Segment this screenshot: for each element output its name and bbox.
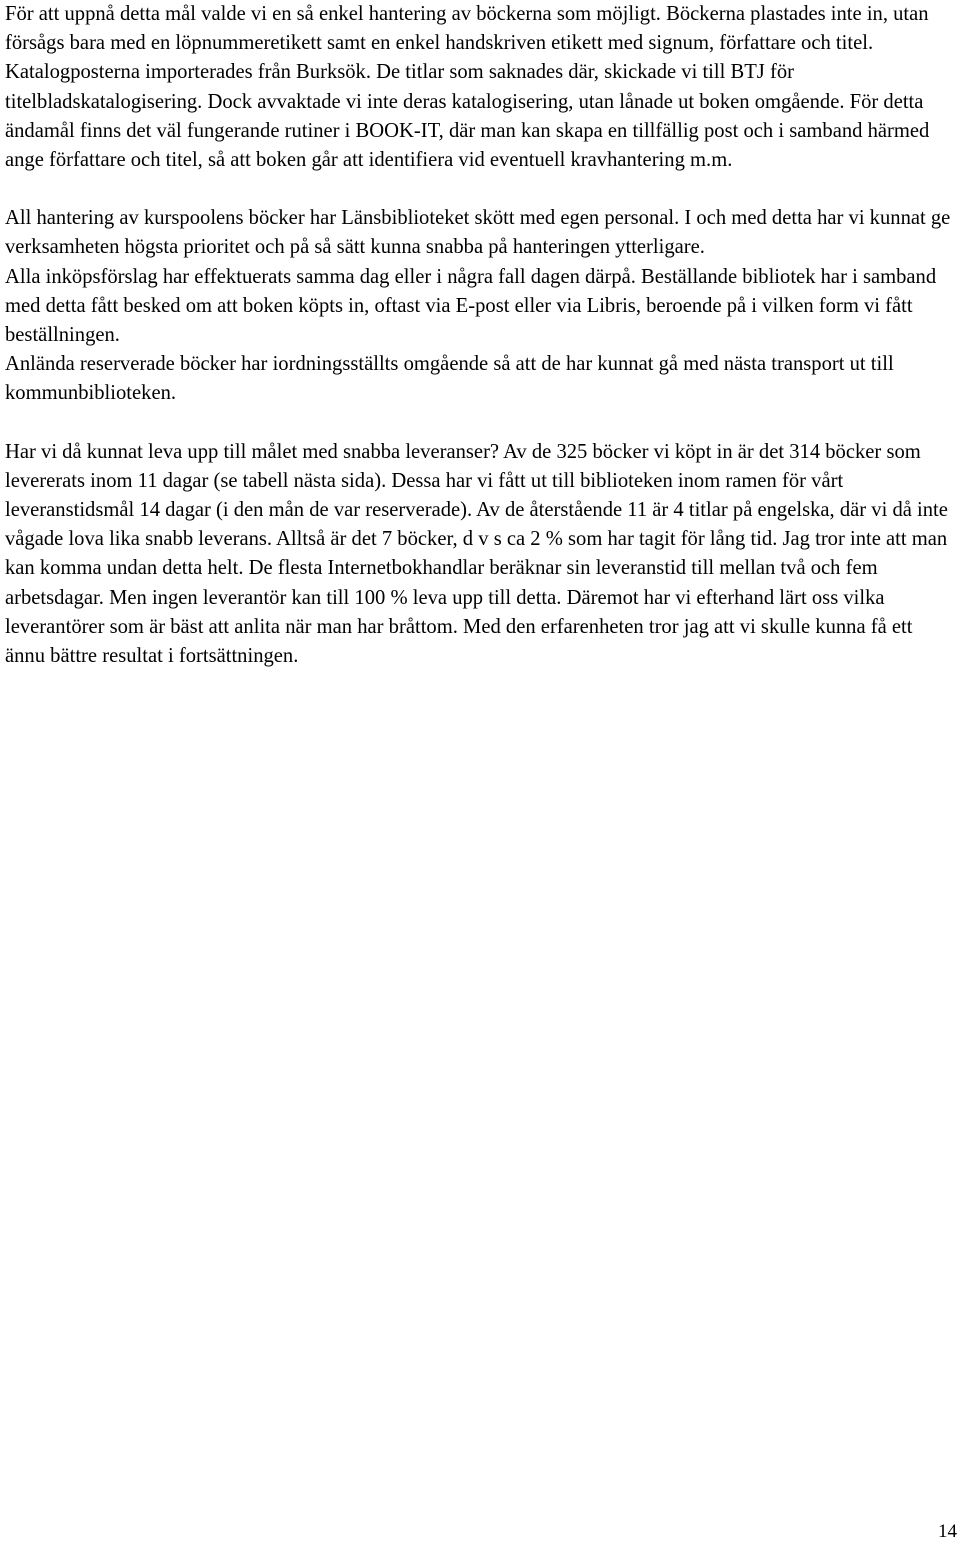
paragraph-reserved-books: Anlända reserverade böcker har iordningsställts omgående så att de har kunnat gå med nästa transport ut till kommunbiblioteken. (5, 353, 894, 405)
paragraph-gap (5, 175, 957, 204)
paragraph-delivery-results: Har vi då kunnat leva upp till målet med snabba leveranser? Av de 325 böcker vi köpt in är det 314 böcker som levererats inom 11 dagar (se tabell nästa sida). Dessa har vi fått ut till biblioteken inom ramen för vårt leveranstidsmål 14 dagar (i den mån de var reserverade). Av de återstående 11 är 4 titlar på engelska, där vi då inte vågade lova lika snabb leverans. Alltså är det 7 böcker, d v s ca 2 % som har tagit för lång tid. Jag tror inte att man kan komma undan detta helt. De flesta Internetbokhandlar beräknar sin leveranstid till mellan två och fem arbetsdagar. Men ingen leverantör kan till 100 % leva upp till detta. Däremot har vi efterhand lärt oss vilka leverantörer som är bäst att anlita när man har bråttom. Med den erfarenheten tror jag att vi skulle kunna få ett ännu bättre resultat i fortsättningen. (5, 440, 948, 668)
paragraph-purchase-suggestions: Alla inköpsförslag har effektuerats samma dag eller i några fall dagen därpå. Beställande bibliotek har i samband med detta fått besked om att boken köpts in, oftast via E-post eller via Libris, beroende på i vilken form vi fått beställningen. (5, 265, 937, 347)
page-content (5, 0, 957, 671)
paragraph-handling: För att uppnå detta mål valde vi en så enkel hantering av böckerna som möjligt. Böckerna plastades inte in, utan försågs bara med en löpnummeretikett samt en enkel handskriven etikett med signum, författare och titel. (5, 3, 929, 55)
paragraph-catalog-records: Katalogposterna importerades från Burksök. De titlar som saknades där, skickade vi till BTJ för titelbladskatalogisering. Dock avvaktade vi inte deras katalogisering, utan lånade ut boken omgående. För detta ändamål finns det väl fungerande rutiner i BOOK-IT, där man kan skapa en tillfällig post och i samband härmed ange författare och titel, så att boken går att identifiera vid eventuell kravhantering m.m. (5, 61, 930, 172)
page-number: 14 (938, 1521, 957, 1542)
paragraph-staff-handling: All hantering av kurspoolens böcker har Länsbiblioteket skött med egen personal. I och med detta har vi kunnat ge verksamheten högsta prioritet och på så sätt kunna snabba på hanteringen ytterligare. (5, 207, 951, 259)
paragraph-gap (5, 409, 957, 438)
